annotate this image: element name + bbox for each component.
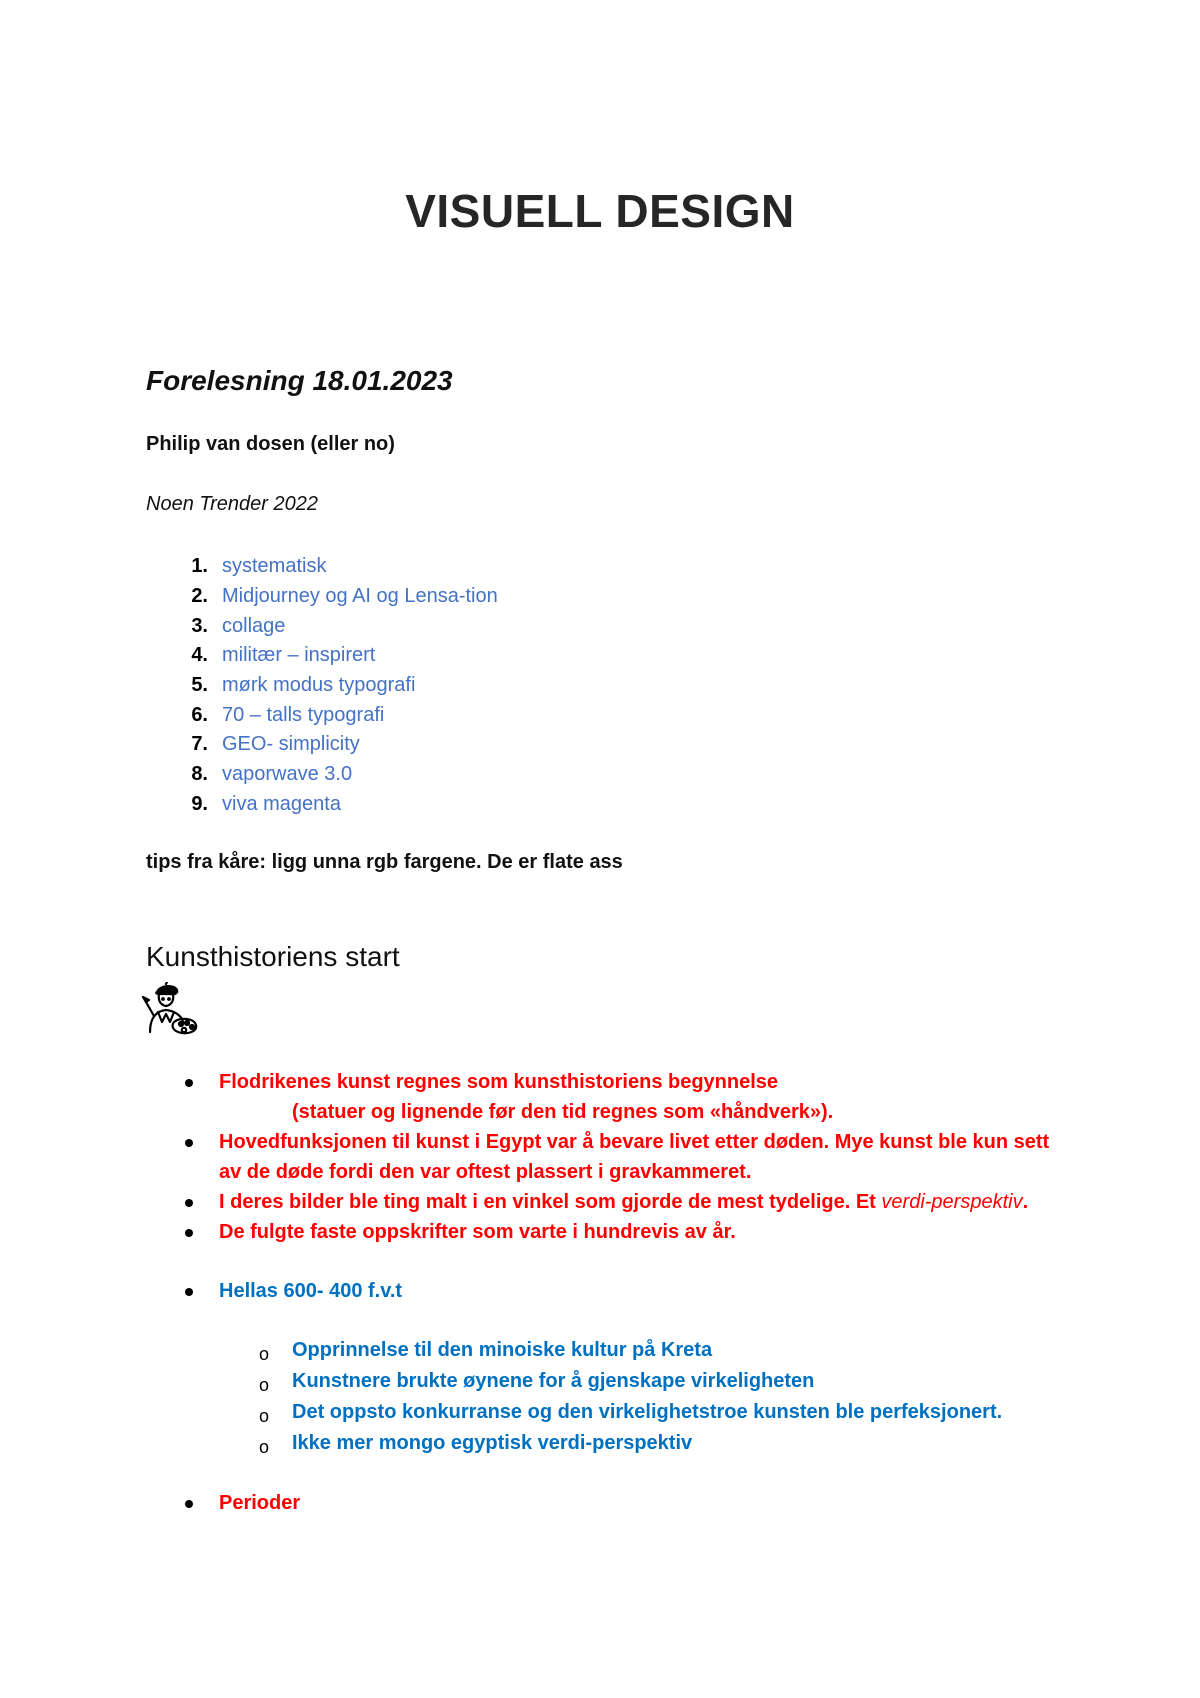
list-number: 2. [191,585,208,608]
list-item [146,1127,1066,1187]
list-item [146,641,498,671]
author-line: Philip van dosen (eller no) [146,433,395,455]
sub-item-text: Opprinnelse til den minoiske kultur på Kreta [292,1339,713,1361]
bullet-text: Perioder [219,1492,301,1514]
bullet-icon [185,1079,193,1087]
bullet-text: I deres bilder ble ting malt i en vinkel som gjorde de mest tydelige. Et [219,1191,882,1213]
sub-item-text: Det oppsto konkurranse og den virkelighetstroe kunsten ble perfeksjonert. [292,1401,1003,1423]
lecture-heading: Forelesning 18.01.2023 [146,365,453,396]
list-item [146,1217,1066,1247]
list-item-text: Midjourney og AI og Lensa-tion [222,585,498,608]
bullet-icon [185,1500,193,1508]
sub-list-item [219,1366,1066,1397]
sub-list [219,1335,1066,1459]
trends-list [146,552,498,819]
section-heading: Kunsthistoriens start [146,941,400,972]
art-history-bullets [146,1067,1066,1518]
tips-line: tips fra kåre: ligg unna rgb fargene. De er flate ass [146,851,623,873]
spacer [146,1247,1066,1276]
bullet-icon [185,1199,193,1207]
list-item [146,760,498,790]
bullet-text: Hovedfunksjonen til kunst i Egypt var å bevare livet etter døden. Mye kunst ble kun sett av de døde fordi den var oftest plassert i gravkammeret. [219,1131,1050,1183]
sub-list-item [219,1397,1066,1428]
sub-list-item [219,1428,1066,1459]
bullet-continuation: (statuer og lignende før den tid regnes som «håndverk»). [292,1101,834,1123]
sub-item-text: Ikke mer mongo egyptisk verdi-perspektiv [292,1432,693,1454]
bullet-icon [185,1288,193,1296]
list-number: 8. [191,763,208,786]
bullet-icon [185,1139,193,1147]
circle-bullet-icon: o [259,1344,270,1364]
list-number: 4. [191,644,208,667]
list-item-text: militær – inspirert [222,644,376,667]
spacer [146,1459,1066,1488]
italic-term: verdi-perspektiv [881,1191,1023,1213]
list-item [146,1067,1066,1127]
list-item-text: 70 – talls typografi [222,703,385,726]
bullet-text: Hellas 600- 400 f.v.t [219,1280,403,1302]
list-item [146,1488,1066,1518]
circle-bullet-icon: o [259,1375,270,1395]
list-number: 5. [191,674,208,697]
list-item [146,671,498,701]
bullet-text: De fulgte faste oppskrifter som varte i hundrevis av år. [219,1221,736,1243]
list-item [146,700,498,730]
sub-list-item [219,1335,1066,1366]
list-item-text: mørk modus typografi [222,674,416,697]
trends-label: Noen Trender 2022 [146,493,318,515]
list-number: 7. [191,733,208,756]
list-item-text: collage [222,614,286,637]
list-number: 3. [191,614,208,637]
list-item [146,730,498,760]
spacer [219,1306,1066,1335]
list-item [146,582,498,612]
list-item [146,1187,1066,1217]
document-title: VISUELL DESIGN [405,185,795,237]
list-number: 6. [191,703,208,726]
bullet-text: Flodrikenes kunst regnes som kunsthistoriens begynnelse [219,1071,779,1093]
circle-bullet-icon: o [259,1437,270,1457]
circle-bullet-icon: o [259,1406,270,1426]
list-item-text: systematisk [222,555,327,578]
list-item-text: viva magenta [222,792,341,815]
list-number: 1. [191,555,208,578]
list-item [146,1276,1066,1459]
list-number: 9. [191,792,208,815]
bullet-icon [185,1229,193,1237]
sub-item-text: Kunstnere brukte øynene for å gjenskape virkeligheten [292,1370,815,1392]
bullet-text-end: . [1022,1191,1029,1213]
list-item [146,611,498,641]
list-item-text: GEO- simplicity [222,733,360,756]
list-item [146,552,498,582]
list-item [146,790,498,820]
artist-with-palette-icon [140,982,204,1036]
list-item-text: vaporwave 3.0 [222,763,353,786]
